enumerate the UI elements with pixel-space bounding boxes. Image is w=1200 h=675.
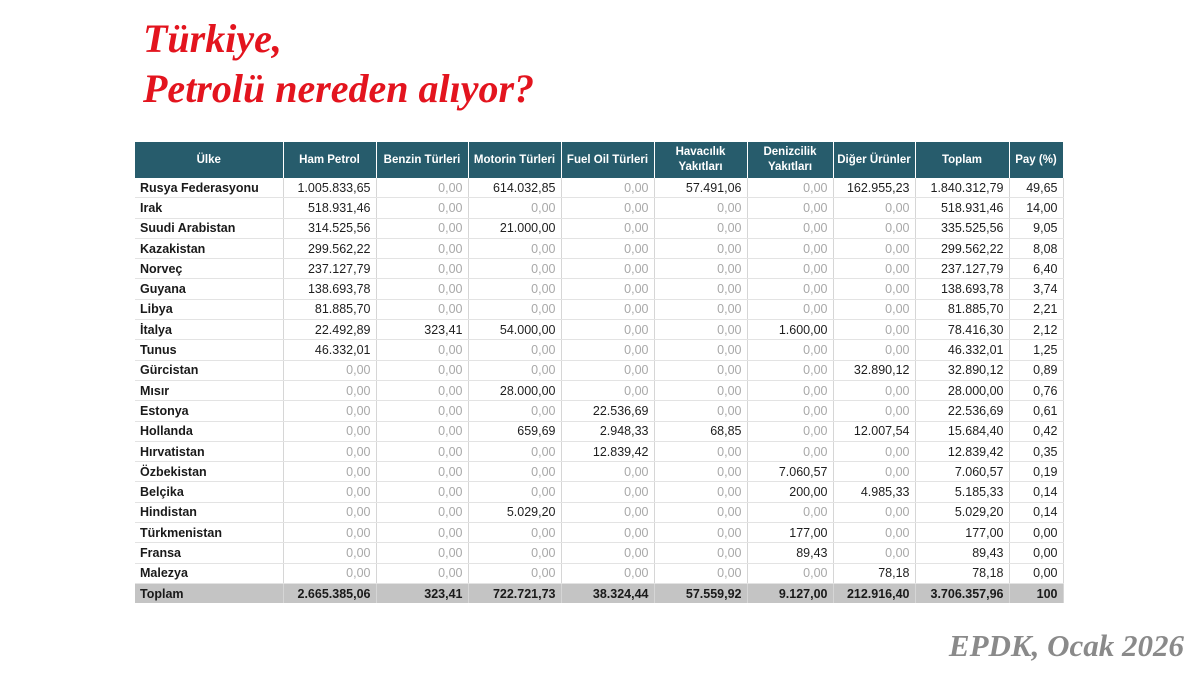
title-line-2: Petrolü nereden alıyor? [143, 66, 535, 111]
value-cell: 0,00 [654, 198, 747, 218]
table-row [135, 259, 1063, 279]
value-cell: 0,14 [1009, 502, 1063, 522]
value-cell: 32.890,12 [833, 360, 915, 380]
value-cell: 0,00 [283, 523, 376, 543]
value-cell: 0,00 [283, 380, 376, 400]
value-cell: 323,41 [376, 583, 468, 603]
value-cell: 78.416,30 [915, 320, 1009, 340]
value-cell: 1.005.833,65 [283, 178, 376, 198]
value-cell: 7.060,57 [915, 462, 1009, 482]
value-cell: 15.684,40 [915, 421, 1009, 441]
value-cell: 0,00 [833, 543, 915, 563]
value-cell: 0,00 [376, 198, 468, 218]
country-cell: Rusya Federasyonu [135, 178, 283, 198]
value-cell: 5.185,33 [915, 482, 1009, 502]
value-cell: 518.931,46 [283, 198, 376, 218]
value-cell: 0,00 [561, 523, 654, 543]
value-cell: 100 [1009, 583, 1063, 603]
value-cell: 89,43 [747, 543, 833, 563]
value-cell: 0,00 [747, 299, 833, 319]
value-cell: 177,00 [747, 523, 833, 543]
value-cell: 0,00 [561, 502, 654, 522]
value-cell: 0,00 [468, 279, 561, 299]
value-cell: 0,00 [561, 218, 654, 238]
table-row [135, 462, 1063, 482]
value-cell: 57.491,06 [654, 178, 747, 198]
column-header: Fuel Oil Türleri [561, 142, 654, 178]
value-cell: 0,00 [561, 543, 654, 563]
value-cell: 0,00 [376, 340, 468, 360]
value-cell: 81.885,70 [915, 299, 1009, 319]
table-row [135, 299, 1063, 319]
table-row [135, 360, 1063, 380]
value-cell: 22.492,89 [283, 320, 376, 340]
country-cell: Norveç [135, 259, 283, 279]
table-row [135, 563, 1063, 583]
country-cell: Libya [135, 299, 283, 319]
value-cell: 0,00 [468, 523, 561, 543]
value-cell: 9,05 [1009, 218, 1063, 238]
title-line-1: Türkiye, [143, 16, 282, 61]
value-cell: 0,00 [376, 401, 468, 421]
value-cell: 0,00 [283, 360, 376, 380]
value-cell: 0,00 [283, 441, 376, 461]
value-cell: 3,74 [1009, 279, 1063, 299]
table-row [135, 238, 1063, 258]
country-cell: Irak [135, 198, 283, 218]
value-cell: 335.525,56 [915, 218, 1009, 238]
value-cell: 0,00 [833, 462, 915, 482]
value-cell: 0,00 [468, 198, 561, 218]
value-cell: 0,00 [561, 360, 654, 380]
value-cell: 0,00 [747, 198, 833, 218]
column-header: Denizcilik Yakıtları [747, 142, 833, 178]
value-cell: 0,00 [283, 563, 376, 583]
country-cell: Mısır [135, 380, 283, 400]
value-cell: 518.931,46 [915, 198, 1009, 218]
value-cell: 0,00 [468, 401, 561, 421]
value-cell: 0,00 [747, 360, 833, 380]
value-cell: 22.536,69 [561, 401, 654, 421]
value-cell: 0,00 [376, 523, 468, 543]
value-cell: 5.029,20 [915, 502, 1009, 522]
value-cell: 2,12 [1009, 320, 1063, 340]
value-cell: 0,00 [561, 279, 654, 299]
value-cell: 0,00 [376, 360, 468, 380]
value-cell: 0,00 [376, 502, 468, 522]
table-row [135, 380, 1063, 400]
country-cell: Hollanda [135, 421, 283, 441]
value-cell: 659,69 [468, 421, 561, 441]
value-cell: 0,00 [468, 340, 561, 360]
value-cell: 0,89 [1009, 360, 1063, 380]
value-cell: 237.127,79 [915, 259, 1009, 279]
value-cell: 78,18 [833, 563, 915, 583]
value-cell: 0,00 [376, 238, 468, 258]
value-cell: 0,00 [283, 401, 376, 421]
table-row [135, 340, 1063, 360]
country-cell: Hırvatistan [135, 441, 283, 461]
value-cell: 138.693,78 [283, 279, 376, 299]
value-cell: 0,00 [833, 299, 915, 319]
value-cell: 46.332,01 [915, 340, 1009, 360]
value-cell: 0,42 [1009, 421, 1063, 441]
value-cell: 299.562,22 [283, 238, 376, 258]
value-cell: 5.029,20 [468, 502, 561, 522]
column-header: Toplam [915, 142, 1009, 178]
value-cell: 0,00 [747, 421, 833, 441]
country-cell: Guyana [135, 279, 283, 299]
value-cell: 177,00 [915, 523, 1009, 543]
value-cell: 314.525,56 [283, 218, 376, 238]
table-row [135, 523, 1063, 543]
value-cell: 0,00 [468, 259, 561, 279]
value-cell: 0,00 [654, 238, 747, 258]
value-cell: 1.600,00 [747, 320, 833, 340]
value-cell: 0,00 [376, 299, 468, 319]
table-row [135, 279, 1063, 299]
slide-title [143, 14, 534, 114]
value-cell: 614.032,85 [468, 178, 561, 198]
value-cell: 0,00 [654, 441, 747, 461]
value-cell: 21.000,00 [468, 218, 561, 238]
value-cell: 0,00 [468, 482, 561, 502]
value-cell: 0,00 [1009, 523, 1063, 543]
value-cell: 81.885,70 [283, 299, 376, 319]
value-cell: 1,25 [1009, 340, 1063, 360]
column-header: Pay (%) [1009, 142, 1063, 178]
value-cell: 8,08 [1009, 238, 1063, 258]
table-row [135, 543, 1063, 563]
column-header: Ülke [135, 142, 283, 178]
table-row [135, 198, 1063, 218]
value-cell: 0,00 [654, 360, 747, 380]
value-cell: 0,00 [283, 543, 376, 563]
table-header-row [135, 142, 1063, 178]
column-header: Motorin Türleri [468, 142, 561, 178]
value-cell: 0,00 [376, 563, 468, 583]
value-cell: 0,00 [654, 482, 747, 502]
value-cell: 0,00 [833, 340, 915, 360]
value-cell: 0,00 [561, 482, 654, 502]
value-cell: 0,00 [747, 238, 833, 258]
value-cell: 0,00 [468, 238, 561, 258]
value-cell: 0,00 [468, 543, 561, 563]
table-row [135, 441, 1063, 461]
total-row [135, 583, 1063, 603]
value-cell: 0,00 [654, 299, 747, 319]
table-row [135, 178, 1063, 198]
value-cell: 0,00 [376, 421, 468, 441]
value-cell: 57.559,92 [654, 583, 747, 603]
value-cell: 32.890,12 [915, 360, 1009, 380]
country-cell: Malezya [135, 563, 283, 583]
value-cell: 0,00 [654, 502, 747, 522]
value-cell: 0,00 [833, 259, 915, 279]
value-cell: 0,35 [1009, 441, 1063, 461]
value-cell: 323,41 [376, 320, 468, 340]
value-cell: 0,00 [654, 320, 747, 340]
value-cell: 0,00 [654, 340, 747, 360]
value-cell: 200,00 [747, 482, 833, 502]
value-cell: 0,00 [1009, 543, 1063, 563]
value-cell: 14,00 [1009, 198, 1063, 218]
value-cell: 0,00 [468, 299, 561, 319]
value-cell: 0,00 [747, 279, 833, 299]
country-cell: Estonya [135, 401, 283, 421]
value-cell: 38.324,44 [561, 583, 654, 603]
value-cell: 0,00 [376, 462, 468, 482]
value-cell: 0,00 [747, 259, 833, 279]
value-cell: 0,00 [468, 462, 561, 482]
value-cell: 0,00 [283, 462, 376, 482]
value-cell: 0,00 [376, 218, 468, 238]
value-cell: 0,00 [747, 380, 833, 400]
value-cell: 237.127,79 [283, 259, 376, 279]
value-cell: 0,00 [833, 401, 915, 421]
country-cell: Suudi Arabistan [135, 218, 283, 238]
value-cell: 0,00 [561, 380, 654, 400]
value-cell: 0,00 [747, 441, 833, 461]
value-cell: 46.332,01 [283, 340, 376, 360]
value-cell: 0,00 [468, 441, 561, 461]
country-cell: Kazakistan [135, 238, 283, 258]
value-cell: 0,00 [654, 563, 747, 583]
value-cell: 0,00 [833, 320, 915, 340]
value-cell: 68,85 [654, 421, 747, 441]
value-cell: 0,00 [654, 380, 747, 400]
value-cell: 0,00 [747, 401, 833, 421]
value-cell: 0,00 [833, 238, 915, 258]
value-cell: 4.985,33 [833, 482, 915, 502]
source-caption: EPDK, Ocak 2026 [948, 628, 1184, 663]
value-cell: 0,00 [376, 259, 468, 279]
value-cell: 49,65 [1009, 178, 1063, 198]
column-header: Havacılık Yakıtları [654, 142, 747, 178]
value-cell: 0,00 [376, 279, 468, 299]
value-cell: 22.536,69 [915, 401, 1009, 421]
value-cell: 0,00 [747, 502, 833, 522]
value-cell: 0,00 [376, 441, 468, 461]
value-cell: 138.693,78 [915, 279, 1009, 299]
value-cell: 0,00 [561, 462, 654, 482]
value-cell: 0,19 [1009, 462, 1063, 482]
value-cell: 7.060,57 [747, 462, 833, 482]
country-cell: Toplam [135, 583, 283, 603]
value-cell: 28.000,00 [915, 380, 1009, 400]
value-cell: 78,18 [915, 563, 1009, 583]
value-cell: 212.916,40 [833, 583, 915, 603]
value-cell: 0,00 [376, 380, 468, 400]
value-cell: 0,00 [654, 401, 747, 421]
value-cell: 0,00 [833, 523, 915, 543]
value-cell: 9.127,00 [747, 583, 833, 603]
value-cell: 0,00 [833, 380, 915, 400]
country-cell: Gürcistan [135, 360, 283, 380]
value-cell: 0,00 [561, 299, 654, 319]
oil-imports-table [135, 142, 1064, 603]
value-cell: 722.721,73 [468, 583, 561, 603]
value-cell: 0,14 [1009, 482, 1063, 502]
value-cell: 12.007,54 [833, 421, 915, 441]
value-cell: 0,00 [654, 279, 747, 299]
value-cell: 12.839,42 [561, 441, 654, 461]
value-cell: 0,00 [561, 340, 654, 360]
table-row [135, 320, 1063, 340]
value-cell: 0,61 [1009, 401, 1063, 421]
country-cell: Fransa [135, 543, 283, 563]
value-cell: 0,00 [747, 178, 833, 198]
value-cell: 0,00 [833, 218, 915, 238]
country-cell: Hindistan [135, 502, 283, 522]
value-cell: 0,00 [283, 421, 376, 441]
value-cell: 0,00 [561, 259, 654, 279]
value-cell: 0,00 [654, 543, 747, 563]
value-cell: 1.840.312,79 [915, 178, 1009, 198]
value-cell: 0,00 [1009, 563, 1063, 583]
value-cell: 0,00 [561, 563, 654, 583]
table-row [135, 502, 1063, 522]
value-cell: 0,00 [654, 523, 747, 543]
value-cell: 3.706.357,96 [915, 583, 1009, 603]
table-row [135, 218, 1063, 238]
table-row [135, 482, 1063, 502]
table-row [135, 401, 1063, 421]
value-cell: 0,00 [654, 218, 747, 238]
value-cell: 0,00 [561, 198, 654, 218]
value-cell: 0,00 [283, 502, 376, 522]
value-cell: 0,00 [376, 543, 468, 563]
value-cell: 2,21 [1009, 299, 1063, 319]
column-header: Benzin Türleri [376, 142, 468, 178]
value-cell: 0,00 [468, 563, 561, 583]
country-cell: Tunus [135, 340, 283, 360]
value-cell: 0,00 [561, 238, 654, 258]
value-cell: 0,00 [561, 178, 654, 198]
value-cell: 0,00 [376, 482, 468, 502]
value-cell: 54.000,00 [468, 320, 561, 340]
value-cell: 0,00 [833, 198, 915, 218]
value-cell: 162.955,23 [833, 178, 915, 198]
value-cell: 89,43 [915, 543, 1009, 563]
value-cell: 0,00 [561, 320, 654, 340]
value-cell: 0,00 [747, 218, 833, 238]
country-cell: İtalya [135, 320, 283, 340]
value-cell: 6,40 [1009, 259, 1063, 279]
value-cell: 0,00 [654, 462, 747, 482]
table-row [135, 421, 1063, 441]
column-header: Ham Petrol [283, 142, 376, 178]
value-cell: 0,00 [747, 340, 833, 360]
country-cell: Özbekistan [135, 462, 283, 482]
country-cell: Türkmenistan [135, 523, 283, 543]
value-cell: 2.665.385,06 [283, 583, 376, 603]
value-cell: 2.948,33 [561, 421, 654, 441]
value-cell: 0,00 [283, 482, 376, 502]
value-cell: 0,00 [376, 178, 468, 198]
value-cell: 0,00 [833, 279, 915, 299]
value-cell: 28.000,00 [468, 380, 561, 400]
value-cell: 299.562,22 [915, 238, 1009, 258]
value-cell: 0,00 [833, 502, 915, 522]
country-cell: Belçika [135, 482, 283, 502]
value-cell: 0,00 [747, 563, 833, 583]
value-cell: 12.839,42 [915, 441, 1009, 461]
value-cell: 0,76 [1009, 380, 1063, 400]
value-cell: 0,00 [468, 360, 561, 380]
column-header: Diğer Ürünler [833, 142, 915, 178]
value-cell: 0,00 [654, 259, 747, 279]
value-cell: 0,00 [833, 441, 915, 461]
